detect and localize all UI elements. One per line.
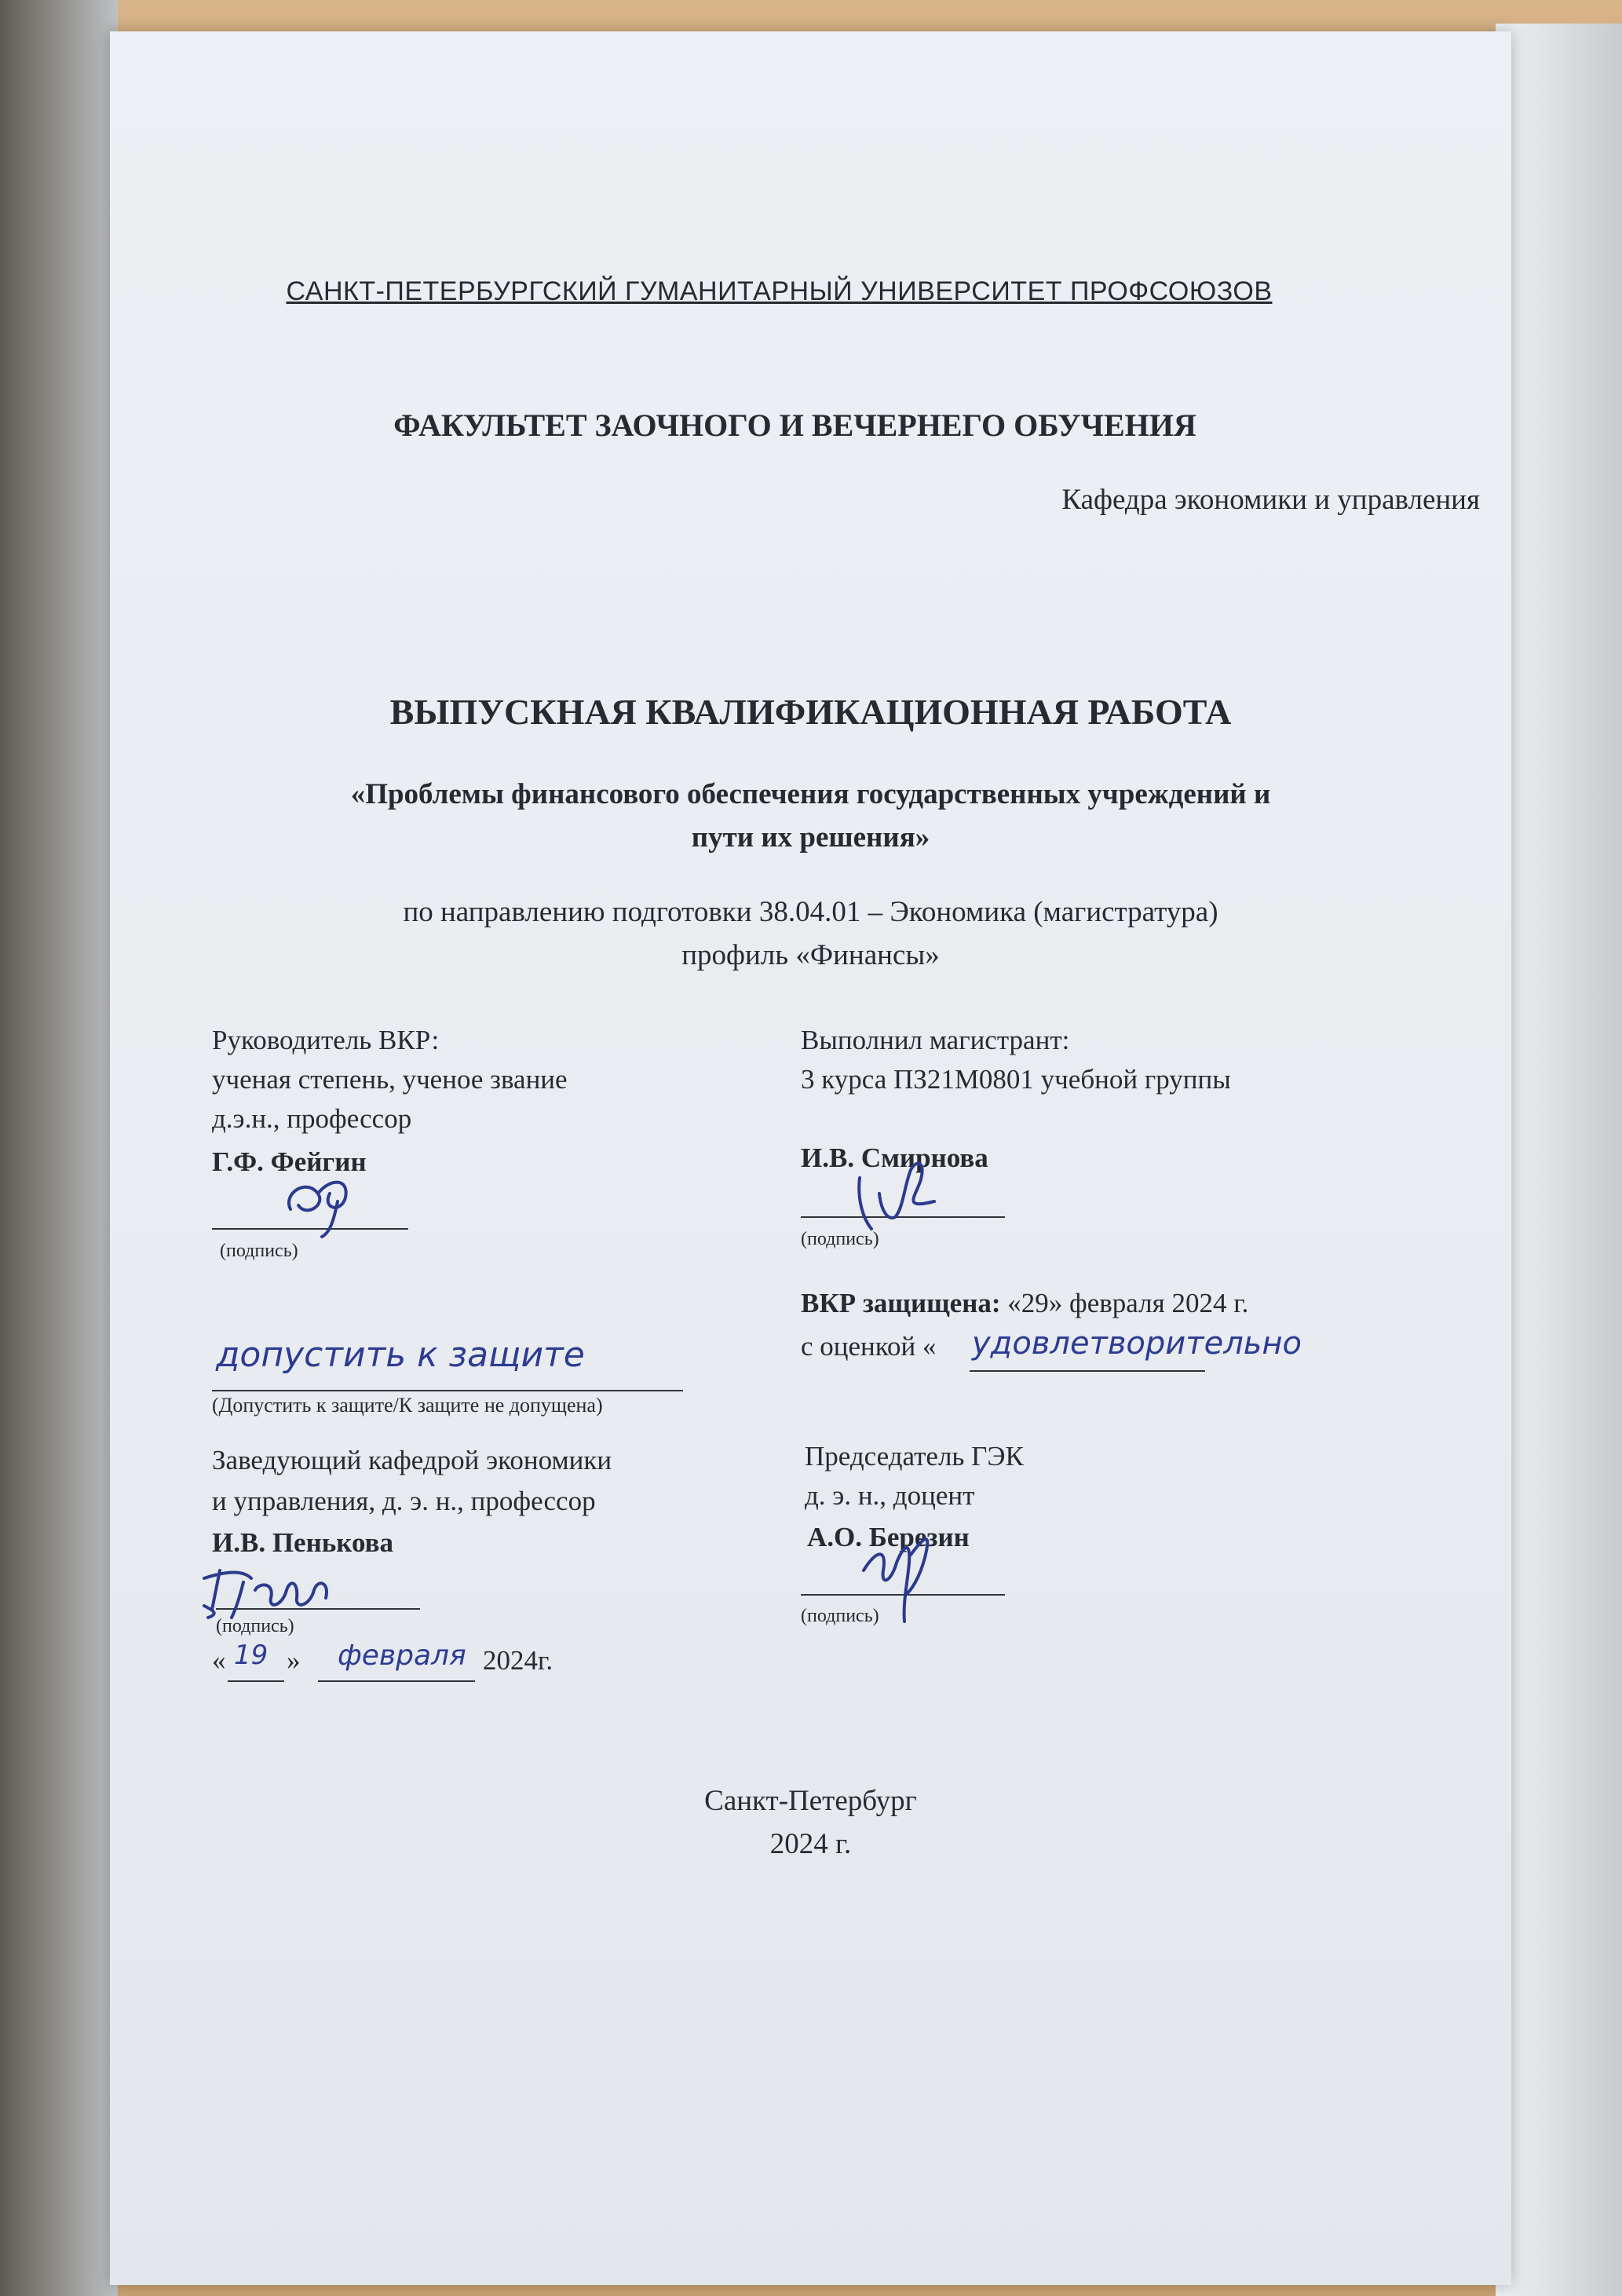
head-date-month-line	[318, 1680, 475, 1682]
defense-date: «29» февраля 2024 г.	[1000, 1288, 1249, 1318]
supervisor-heading: Руководитель ВКР:	[212, 1025, 440, 1055]
admission-decision-handwritten: допустить к защите	[216, 1335, 585, 1375]
student-signature	[848, 1154, 958, 1241]
supervisor-name: Г.Ф. Фейгин	[212, 1146, 367, 1177]
page-edges	[1496, 24, 1622, 2296]
head-name: И.В. Пенькова	[212, 1527, 393, 1558]
gek-chair-title: Председатель ГЭК	[805, 1441, 1024, 1472]
department-name: Кафедра экономики и управления	[1061, 484, 1480, 516]
head-date-month-handwritten: февраля	[338, 1640, 466, 1672]
university-name: САНКТ-ПЕТЕРБУРГСКИЙ ГУМАНИТАРНЫЙ УНИВЕРСИТЕТ ПРОФСОЮЗОВ	[286, 276, 1273, 306]
thesis-topic-line1: «Проблемы финансового обеспечения государственных учреждений и	[350, 778, 1271, 810]
head-title-line2: и управления, д. э. н., профессор	[212, 1486, 596, 1516]
student-name: И.В. Смирнова	[801, 1143, 988, 1173]
document-title: ВЫПУСКНАЯ КВАЛИФИКАЦИОННАЯ РАБОТА	[389, 692, 1232, 732]
head-date-open: «	[212, 1645, 226, 1676]
gek-chair-signature-caption: (подпись)	[801, 1606, 879, 1626]
supervisor-degree-label: ученая степень, ученое звание	[212, 1064, 568, 1095]
supervisor-degree: д.э.н., профессор	[212, 1103, 412, 1134]
supervisor-signature-caption: (подпись)	[220, 1241, 298, 1261]
defense-label: ВКР защищена:	[801, 1288, 1001, 1318]
title-page	[110, 31, 1511, 2285]
head-date-year: 2024г.	[483, 1645, 553, 1676]
defense-grade-handwritten: удовлетворительно	[972, 1325, 1302, 1362]
gek-chair-degree: д. э. н., доцент	[805, 1480, 975, 1511]
student-group: 3 курса ПЗ21М0801 учебной группы	[801, 1064, 1231, 1095]
student-signature-caption: (подпись)	[801, 1229, 879, 1249]
study-direction: по направлению подготовки 38.04.01 – Экономика (магистратура)	[403, 896, 1218, 928]
city: Санкт-Петербург	[704, 1785, 917, 1817]
supervisor-signature	[275, 1162, 369, 1241]
defense-grade-prefix: с оценкой «	[801, 1331, 937, 1362]
head-date-mid: »	[287, 1645, 301, 1676]
defense-grade-line	[970, 1370, 1205, 1372]
faculty-name: ФАКУЛЬТЕТ ЗАОЧНОГО И ВЕЧЕРНЕГО ОБУЧЕНИЯ	[393, 408, 1196, 443]
admission-line	[212, 1390, 683, 1391]
gek-chair-name: А.О. Березин	[807, 1522, 970, 1552]
head-title-line1: Заведующий кафедрой экономики	[212, 1445, 612, 1475]
student-heading: Выполнил магистрант:	[801, 1025, 1070, 1055]
year: 2024 г.	[769, 1828, 852, 1860]
head-signature-caption: (подпись)	[216, 1616, 294, 1636]
book-binding	[0, 0, 118, 2296]
admission-caption: (Допустить к защите/К защите не допущена)	[212, 1394, 603, 1417]
defense-result	[801, 1288, 1248, 1319]
head-date-day-handwritten: 19	[234, 1640, 269, 1671]
study-profile: профиль «Финансы»	[681, 939, 940, 971]
thesis-topic-line2: пути их решения»	[691, 821, 930, 854]
head-date-day-line	[228, 1680, 284, 1682]
